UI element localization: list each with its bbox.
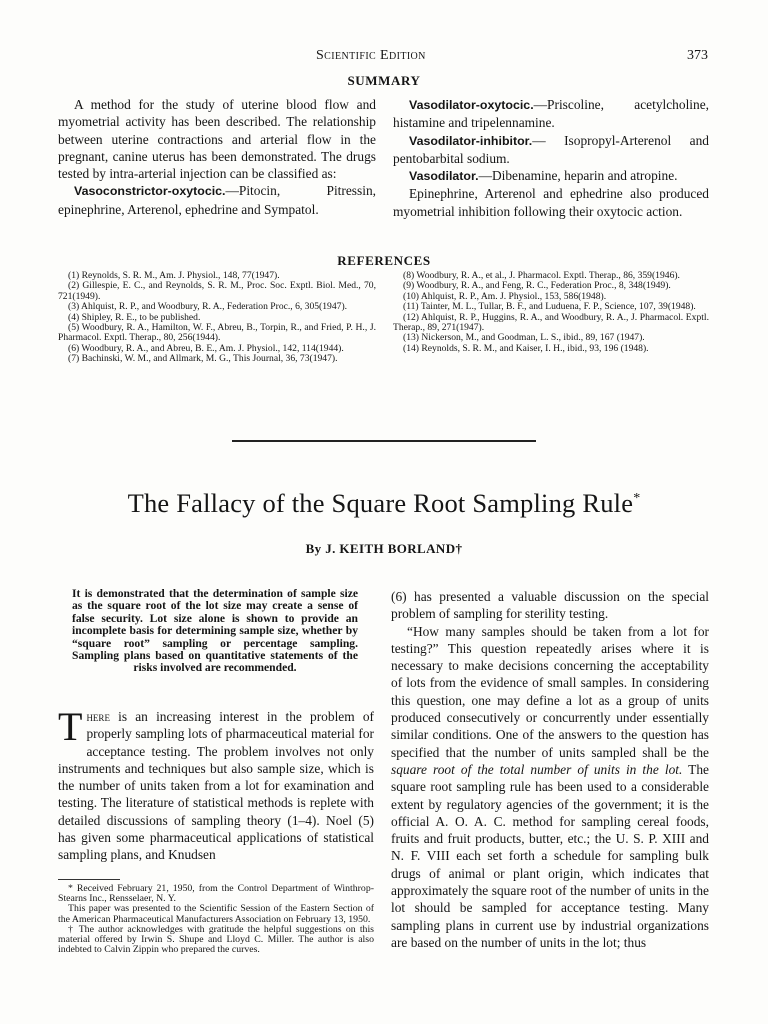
reference-item: (14) Reynolds, S. R. M., and Kaiser, I. H., ibid., 93, 196 (1948).: [403, 342, 649, 354]
emphasis-square-root: square root of the total number of units in the lot.: [391, 761, 683, 777]
reference-item: (2) Gillespie, E. C., and Reynolds, S. R. M., Proc. Soc. Exptl. Biol. Med., 70, 721(1949).: [58, 280, 376, 302]
class-3-term: Vasodilator-inhibitor.: [409, 133, 533, 148]
intro-text: is an increasing interest in the problem of properly sampling lots of pharmaceutical material for acceptance testing. The problem involves not only instruments and techniques but also sample size, which is the number of units taken from a lot for examination and testing. The literature of statistical methods is replete with detailed discussions of sampling theory (1–4). Noel (5) has given some pharmaceutical applications of statistical sampling plans, and Knudsen: [58, 709, 374, 863]
summary-class-2: [393, 96, 709, 132]
abstract: It is demonstrated that the determination of sample size as the square root of the lot size may create a sense of false security. Lot size alone is shown to provide an incomplete basis for determining sample size, whether by “square root” sampling or percentage sampling. Sampling plans based on quantitative statements of the risks involved are recommended.: [72, 587, 358, 675]
footnote-rule: [58, 879, 120, 880]
journal-name: Scientific Edition: [316, 48, 426, 63]
page-number: 373: [687, 48, 708, 63]
reference-item: (3) Ahlquist, R. P., and Woodbury, R. A., Federation Proc., 6, 305(1947).: [68, 301, 348, 313]
reference-item: (1) Reynolds, S. R. M., Am. J. Physiol., 148, 77(1947).: [68, 270, 280, 281]
footnote-acknowledgment: † The author acknowledges with gratitude the helpful suggestions on this material offered by Irwin S. Shupe and Lloyd C. Miller. The author is also indebted to Calvin Zippin who prepared the curves.: [58, 923, 374, 956]
class-1-text: —Pitocin, Pitressin, epinephrine, Arterenol, ephedrine and Sympatol.: [58, 183, 376, 217]
byline: By J. KEITH BORLAND†: [305, 541, 463, 556]
class-4-term: Vasodilator.: [409, 169, 479, 184]
body-right-column: [391, 588, 709, 951]
class-3-text: — Isopropyl-Arterenol and pentobarbital sodium.: [393, 132, 709, 166]
paragraph-main: [391, 623, 709, 952]
title-footnote-mark: *: [633, 491, 641, 507]
references-heading: REFERENCES: [337, 253, 431, 268]
references-right: [393, 271, 709, 354]
running-header: [0, 48, 768, 68]
footnote-presented: This paper was presented to the Scientific Session of the Eastern Section of the American Pharmaceutical Manufacturers Association on February 13, 1950.: [58, 903, 374, 925]
references-left: [58, 271, 376, 365]
paragraph-main-a: “How many samples should be taken from a lot for testing?” This question repeatedly arises where it is necessary to make decisions concerning the acceptability of lots from the evidence of small samples. In considering this question, one may define a lot as a group of units produced consecutively or concurrently under essentially similar conditions. One of the answers to the question has specified that the number of units sampled shall be the: [391, 623, 709, 760]
reference-item: (4) Shipley, R. E., to be published.: [68, 311, 201, 323]
lead-smallcaps: here: [86, 709, 110, 724]
summary-left-column: [58, 96, 376, 218]
summary-right-column: [393, 96, 709, 220]
summary-class-3: [393, 132, 709, 168]
class-2-text: —Priscoline, acetylcholine, histamine and tripelennamine.: [393, 97, 709, 131]
reference-item: (9) Woodbury, R. A., and Feng, R. C., Federation Proc., 8, 348(1949).: [403, 280, 671, 292]
summary-heading: SUMMARY: [347, 73, 421, 88]
reference-item: (7) Bachinski, W. M., and Allmark, M. G., This Journal, 36, 73(1947).: [68, 353, 338, 365]
reference-item: (13) Nickerson, M., and Goodman, L. S., ibid., 89, 167 (1947).: [403, 332, 645, 344]
reference-item: (8) Woodbury, R. A., et al., J. Pharmacol. Exptl. Therap., 86, 359(1946).: [403, 270, 680, 281]
footnote-received: * Received February 21, 1950, from the Control Department of Winthrop-Stearns Inc., Rensselaer, N. Y.: [58, 883, 374, 905]
article-title-text: The Fallacy of the Square Root Sampling Rule: [127, 488, 634, 518]
summary-intro: A method for the study of uterine blood flow and myometrial activity has been described. The relationship between uterine contractions and arterial flow in the pregnant, canine uterus has been demonstrated. The drugs tested by intra-arterial injection can be classified as:: [58, 97, 376, 182]
reference-item: (5) Woodbury, R. A., Hamilton, W. F., Abreu, B., Torpin, R., and Fried, P. H., J. Pharmacol. Exptl. Therap., 80, 256(1944).: [58, 322, 376, 344]
summary-class-1: [58, 182, 376, 218]
article-title: [0, 488, 768, 519]
summary-closing: Epinephrine, Arterenol and ephedrine also produced myometrial inhibition following their oxytocic action.: [393, 186, 709, 219]
drop-cap: T: [58, 704, 83, 749]
reference-item: (12) Ahlquist, R. P., Huggins, R. A., and Woodbury, R. A., J. Pharmacol. Exptl. Therap., 89, 271(1947).: [393, 311, 709, 334]
class-2-term: Vasodilator-oxytocic.: [409, 98, 534, 112]
reference-item: (6) Woodbury, R. A., and Abreu, B. E., Am. J. Physiol., 142, 114(1944).: [68, 342, 344, 354]
intro-paragraph: [58, 704, 374, 864]
section-divider: [232, 440, 536, 442]
class-4-text: —Dibenamine, heparin and atropine.: [478, 168, 678, 184]
class-1-term: Vasoconstrictor-oxytocic.: [74, 184, 226, 199]
body-left-column: [58, 704, 374, 864]
summary-class-4: [393, 167, 709, 185]
reference-item: (11) Tainter, M. L., Tullar, B. F., and Luduena, F. P., Science, 107, 39(1948).: [403, 301, 696, 313]
paragraph-continuation: (6) has presented a valuable discussion on the special problem of sampling for sterility testing.: [391, 589, 709, 622]
paragraph-main-b: The square root sampling rule has been used to a considerable extent by regulatory agencies of the government; it is the official A. O. A. C. method for sampling cereal foods, fruits and fruit products, butter, etc.; the U. S. P. XIII and N. F. VIII each set forth a schedule for sampling bulk drugs of animal or plant origin, which indicates that approximately the square root of the number of units in the lot should be sampled for acceptance testing. Many sampling plans in current use by industrial organizations are based on the number of units in the lot; thus: [391, 761, 709, 950]
footnotes: [58, 884, 374, 955]
reference-item: (10) Ahlquist, R. P., Am. J. Physiol., 153, 586(1948).: [403, 290, 607, 302]
